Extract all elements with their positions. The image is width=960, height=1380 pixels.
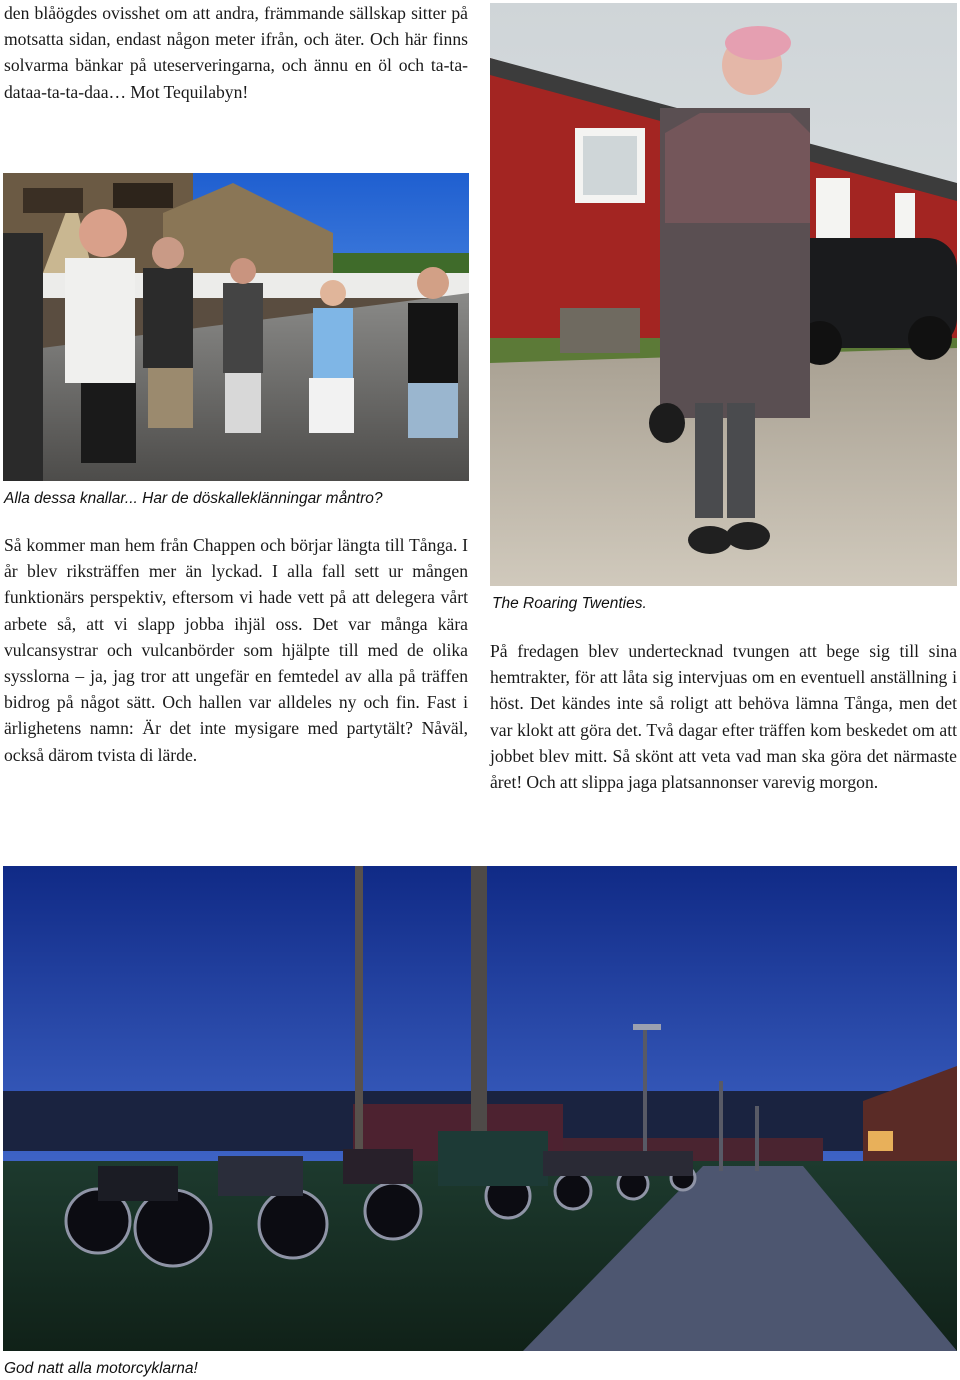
market-photo-caption: Alla dessa knallar... Har de döskalleklänningar måntro? [4, 490, 383, 507]
main-paragraph: Så kommer man hem från Chappen och börjar längta till Tånga. I år blev riksträffen mer än lyckad. I alla fall sett ur mången funktionärs perspektiv, eftersom vi hade vett på att delegera vårt arbete så, att vi slapp jobba ihjäl oss. Det var många kära vulcansystrar och vulcanbörder som hjälpte till med de olika sysslorna – ja, jag tror att ungefär en femtedel av alla på träffen bidrog på något sätt. Och hallen var alldeles ny och fin. Fast i ärlighetens namn: Är det inte mysigare med partytält? Nåväl, också därom tvista di lärde. [4, 535, 468, 765]
woman-photo-caption: The Roaring Twenties. [492, 595, 647, 612]
motorcycles-photo [3, 866, 957, 1351]
market-photo [3, 173, 469, 481]
woman-photo [490, 3, 957, 586]
motorcycles-photo-caption: God natt alla motorcyklarna! [4, 1360, 198, 1377]
right-paragraph: På fredagen blev undertecknad tvungen att bege sig till sina hemtrakter, för att låta sig intervjuas om en eventuell anställning i höst. Det kändes inte så roligt att behöva lämna Tånga, men det var klokt att göra det. Två dagar efter träffen kom beskedet om att jobbet blev mitt. Så skönt att veta vad man ska göra det närmaste året! Och att slippa jaga platsannonser varevig morgon. [490, 641, 957, 793]
intro-paragraph: den blåögdes ovisshet om att andra, främmande sällskap sitter på motsatta sidan, endast någon meter ifrån, och äter. Och här finns solvarma bänkar på uteserveringarna, och ännu en öl och ta-ta-dataa-ta-ta-daa… Mot Tequilabyn! [4, 3, 468, 102]
